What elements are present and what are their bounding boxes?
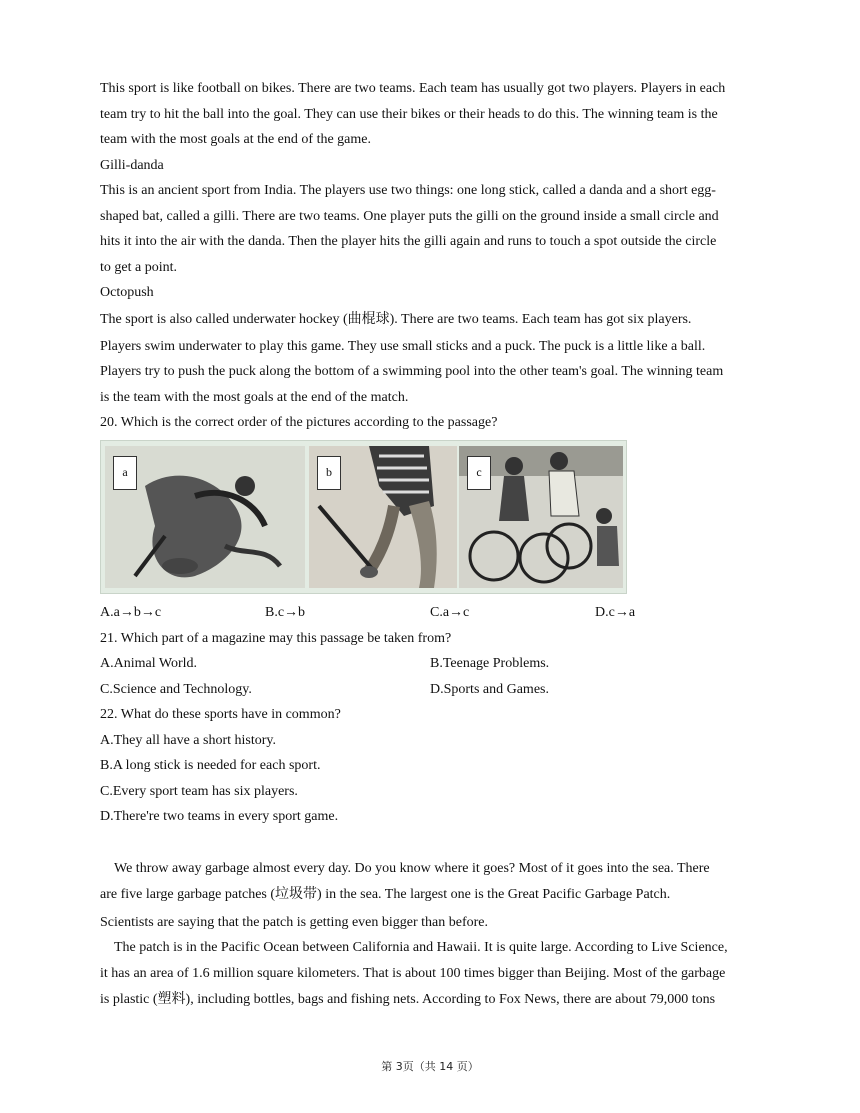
passage-line: is the team with the most goals at the end of the match. <box>100 390 409 405</box>
passage-line: We throw away garbage almost every day. Do you know where it goes? Most of it goes into the sea. There <box>114 861 710 876</box>
passage-line: are five large garbage patches (垃圾带) in the sea. The largest one is the Great Pacific Garbage Patch. <box>100 887 671 902</box>
passage-line: shaped bat, called a gilli. There are two teams. One player puts the gilli on the ground inside a small circle and <box>100 209 719 224</box>
passage-line: This sport is like football on bikes. There are two teams. Each team has usually got two players. Players in each <box>100 81 726 96</box>
q21-option-a[interactable]: A.Animal World. <box>100 656 197 671</box>
passage-line: Players try to push the puck along the bottom of a swimming pool into the other team's goal. The winning team <box>100 364 724 379</box>
q22-option-a[interactable]: A.They all have a short history. <box>100 733 276 748</box>
passage-line: Players swim underwater to play this game. They use small sticks and a puck. The puck is a little like a ball. <box>100 339 706 354</box>
q22-option-d[interactable]: D.There're two teams in every sport game. <box>100 809 339 824</box>
q20-option-d[interactable]: D.c→a <box>595 605 636 620</box>
q20-option-b[interactable]: B.c→b <box>265 605 306 620</box>
passage-line: The patch is in the Pacific Ocean between California and Hawaii. It is quite large. According to Live Science, <box>114 940 728 955</box>
passage-line: to get a point. <box>100 260 177 275</box>
q21-option-b[interactable]: B.Teenage Problems. <box>430 656 550 671</box>
heading-gilli-danda: Gilli-danda <box>100 158 164 173</box>
picture-c-label: c <box>467 456 491 490</box>
passage-line: This is an ancient sport from India. The players use two things: one long stick, called a danda and a short egg- <box>100 183 716 198</box>
heading-octopush: Octopush <box>100 285 154 300</box>
question-20-pictures <box>100 440 627 594</box>
picture-c <box>459 446 623 588</box>
page-number-footer: 第 3页（共 14 页） <box>381 1060 479 1073</box>
passage-line: team with the most goals at the end of the game. <box>100 132 371 147</box>
q21-option-c[interactable]: C.Science and Technology. <box>100 682 252 697</box>
passage-line: Scientists are saying that the patch is getting even bigger than before. <box>100 915 488 930</box>
question-20: 20. Which is the correct order of the pictures according to the passage? <box>100 415 498 430</box>
q21-option-d[interactable]: D.Sports and Games. <box>430 682 549 697</box>
q22-option-c[interactable]: C.Every sport team has six players. <box>100 784 298 799</box>
picture-b-label: b <box>317 456 341 490</box>
question-21: 21. Which part of a magazine may this passage be taken from? <box>100 631 452 646</box>
q20-option-a[interactable]: A.a→b→c <box>100 605 162 620</box>
q20-option-c[interactable]: C.a→c <box>430 605 470 620</box>
question-22: 22. What do these sports have in common? <box>100 707 341 722</box>
passage-line: it has an area of 1.6 million square kilometers. That is about 100 times bigger than Beijing. Most of the garbage <box>100 966 726 981</box>
picture-a <box>105 446 305 588</box>
passage-line: is plastic (塑料), including bottles, bags and fishing nets. According to Fox News, there are about 79,000 tons <box>100 992 716 1007</box>
q22-option-b[interactable]: B.A long stick is needed for each sport. <box>100 758 321 773</box>
passage-line: The sport is also called underwater hockey (曲棍球). There are two teams. Each team has got six players. <box>100 312 692 327</box>
picture-b <box>309 446 457 588</box>
passage-line: hits it into the air with the danda. Then the player hits the gilli again and runs to touch a spot outside the circle <box>100 234 717 249</box>
picture-a-label: a <box>113 456 137 490</box>
passage-line: team try to hit the ball into the goal. They can use their bikes or their heads to do this. The winning team is the <box>100 107 718 122</box>
